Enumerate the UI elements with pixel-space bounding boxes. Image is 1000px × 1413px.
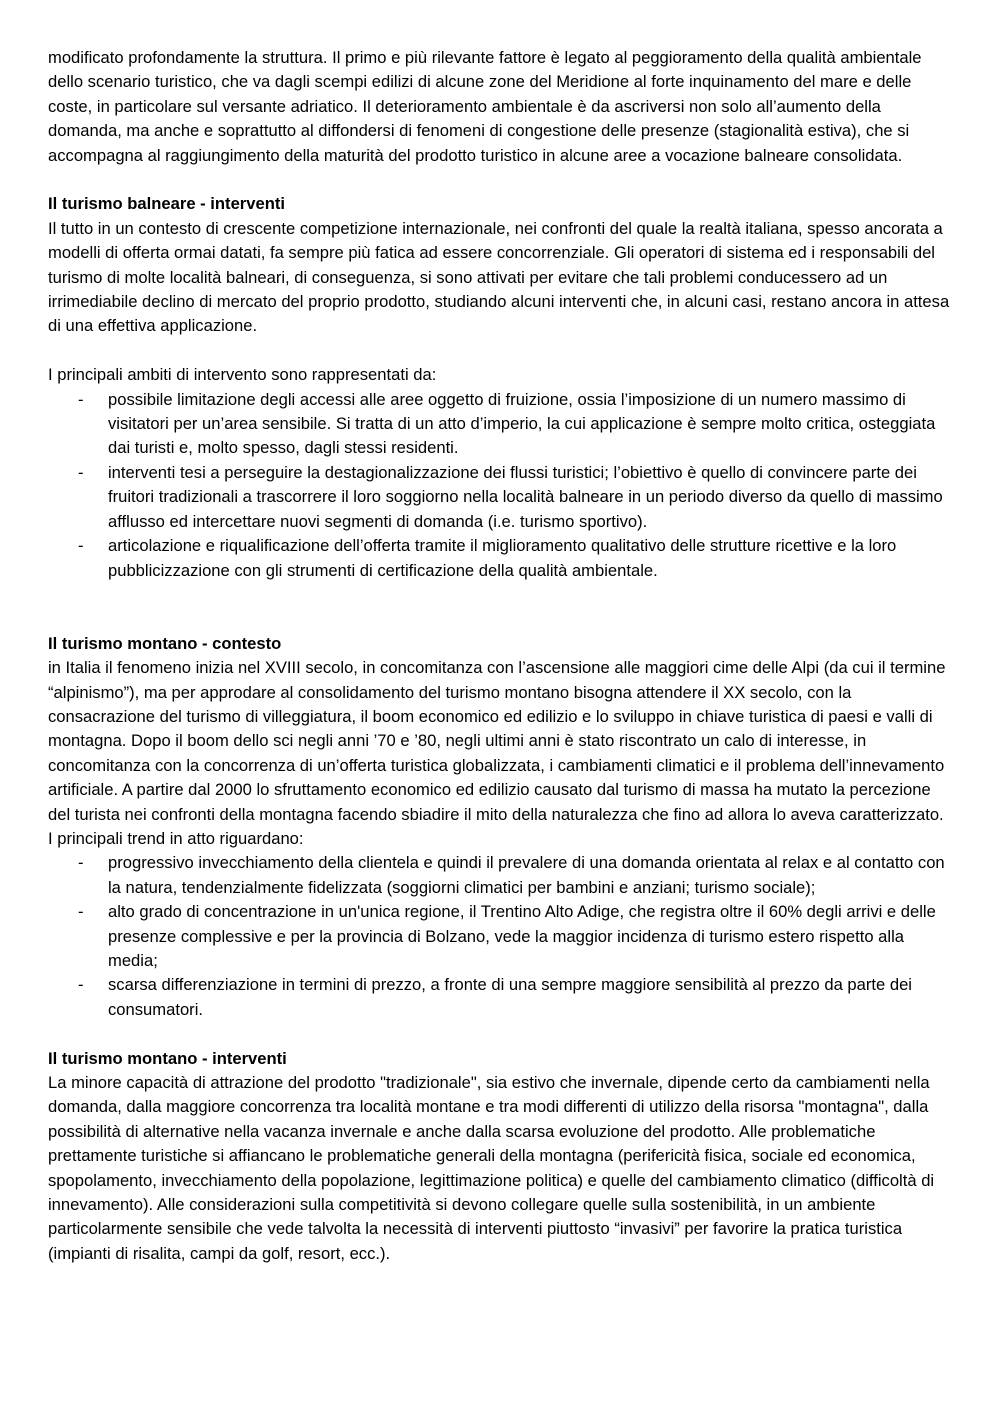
spacer bbox=[48, 1022, 956, 1046]
spacer bbox=[48, 339, 956, 363]
spacer bbox=[48, 583, 956, 632]
bullet-list bbox=[48, 851, 956, 1022]
list-intro: I principali ambiti di intervento sono rappresentati da: bbox=[48, 365, 437, 385]
section-montano-interventi bbox=[48, 1047, 956, 1267]
section-heading: Il turismo balneare - interventi bbox=[48, 194, 285, 214]
spacer bbox=[48, 168, 956, 192]
list-item: - interventi tesi a perseguire la destagionalizzazione dei flussi turistici; l’obiettivo è quello di convincere parte dei fruitori tradizionali a trascorrere il loro soggiorno nella località balneare in un periodo diverso da quello di massimo afflusso ed intercettare nuovi segmenti di domanda (i.e. turismo sportivo). bbox=[108, 461, 956, 534]
intro-paragraph: modificato profondamente la struttura. Il primo e più rilevante fattore è legato al peggioramento della qualità ambientale dello scenario turistico, che va dagli scempi edilizi di alcune zone del Meridione al forte inquinamento del mare e delle coste, in particolare sul versante adriatico. Il deterioramento ambientale è da ascriversi non solo all’aumento della domanda, ma anche e soprattutto al diffondersi di fenomeni di congestione delle presenze (stagionalità estiva), che si accompagna al raggiungimento della maturità del prodotto turistico in alcune aree a vocazione balneare consolidata. bbox=[48, 48, 922, 165]
section-paragraph: La minore capacità di attrazione del prodotto "tradizionale", sia estivo che invernale, dipende certo da cambiamenti nella domanda, dalla maggiore concorrenza tra località montane e tra modi differenti di utilizzo della risorsa "montagna", dalla possibilità di alternative nella vacanza invernale e anche dalla scarsa evoluzione del prodotto. Alle problematiche prettamente turistiche si affiancano le problematiche generali della montagna (perifericità fisica, sociale ed economica, spopolamento, invecchiamento della popolazione, legittimazione politica) e quelle del cambiamento climatico (difficoltà di innevamento). Alle considerazioni sulla competitività si devono collegare quelle sulla sostenibilità, in un ambiente particolarmente sensibile che vede talvolta la necessità di interventi piuttosto “invasivi” per favorire la pratica turistica (impianti di risalita, campi da golf, resort, ecc.). bbox=[48, 1073, 935, 1263]
list-item: - possibile limitazione degli accessi alle aree oggetto di fruizione, ossia l’imposizione di un numero massimo di visitatori per un’area sensibile. Si tratta di un atto d’imperio, la cui applicazione è sempre molto critica, osteggiata dai turisti e, molto spesso, dagli stessi residenti. bbox=[108, 388, 956, 461]
section-balneare-interventi bbox=[48, 192, 956, 582]
list-item: - progressivo invecchiamento della clientela e quindi il prevalere di una domanda orientata al relax e al contatto con la natura, tendenzialmente fidelizzata (soggiorni climatici per bambini e anziani; turismo sociale); bbox=[108, 851, 956, 900]
list-intro: I principali trend in atto riguardano: bbox=[48, 828, 304, 848]
document-page bbox=[48, 46, 956, 1266]
list-item: - articolazione e riqualificazione dell’offerta tramite il miglioramento qualitativo delle strutture ricettive e la loro pubblicizzazione con gli strumenti di certificazione della qualità ambientale. bbox=[108, 534, 956, 583]
section-paragraph: in Italia il fenomeno inizia nel XVIII secolo, in concomitanza con l’ascensione alle maggiori cime delle Alpi (da cui il termine “alpinismo”), ma per approdare al consolidamento del turismo montano bisogna attendere il XX secolo, con la consacrazione del turismo di villeggiatura, il boom economico ed edilizio e lo sviluppo in chiave turistica di paesi e valli di montagna. Dopo il boom dello sci negli anni ’70 e ’80, negli ultimi anni è stato riscontrato un calo di interesse, in concomitanza con la concorrenza di un’offerta turistica globalizzata, i cambiamenti climatici e il problema dell’innevamento artificiale. A partire dal 2000 lo sfruttamento economico ed edilizio causato dal turismo di massa ha mutato la percezione del turista nei confronti della montagna facendo sbiadire il mito della naturalezza che fino ad allora lo aveva caratterizzato. bbox=[48, 658, 946, 824]
section-heading: Il turismo montano - contesto bbox=[48, 633, 282, 653]
bullet-list bbox=[48, 388, 956, 583]
list-item: - scarsa differenziazione in termini di prezzo, a fronte di una sempre maggiore sensibilità al prezzo da parte dei consumatori. bbox=[108, 973, 956, 1022]
section-paragraph: Il tutto in un contesto di crescente competizione internazionale, nei confronti del quale la realtà italiana, spesso ancorata a modelli di offerta ormai datati, fa sempre più fatica ad essere concorrenziale. Gli operatori di sistema ed i responsabili del turismo di molte località balneari, di conseguenza, si sono attivati per evitare che tali problemi conducessero ad un irrimediabile declino di mercato del proprio prodotto, studiando alcuni interventi che, in alcuni casi, restano ancora in attesa di una effettiva applicazione. bbox=[48, 218, 950, 336]
section-montano-contesto bbox=[48, 632, 956, 1023]
list-item: - alto grado di concentrazione in un'unica regione, il Trentino Alto Adige, che registra oltre il 60% degli arrivi e delle presenze complessive e per la provincia di Bolzano, vede la maggior incidenza di turismo estero rispetto alla media; bbox=[108, 900, 956, 973]
section-heading: Il turismo montano - interventi bbox=[48, 1048, 287, 1068]
